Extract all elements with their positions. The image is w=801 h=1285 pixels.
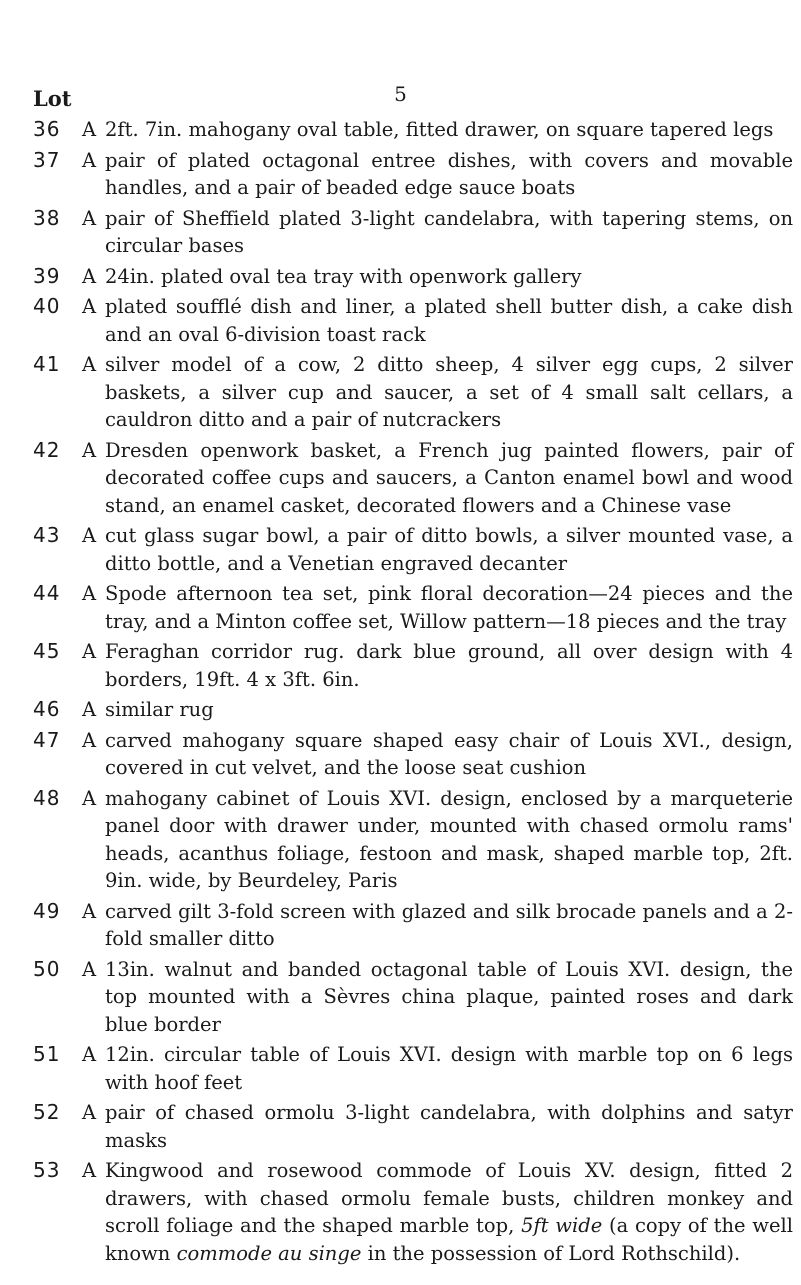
lot-number: 40	[33, 294, 61, 318]
lot-list	[33, 116, 793, 1270]
lot-article: A	[82, 957, 97, 981]
lot-entry	[33, 205, 793, 260]
lot-article: A	[82, 899, 97, 923]
lot-entry	[33, 116, 793, 144]
lot-text: similar rug	[105, 698, 214, 721]
lot-article: A	[82, 1101, 97, 1124]
lot-number: 52	[33, 1100, 61, 1124]
lot-description	[82, 638, 793, 693]
lot-entry	[33, 522, 793, 577]
lot-text: pair of plated octagonal entree dishes, with covers and movable handles, and a pair of beaded edge sauce boats	[105, 148, 793, 199]
lot-text: 13in. walnut and banded octagonal table of Louis XVI. design, the top mounted with a Sèvres china plaque, painted roses and dark blue border	[105, 957, 793, 1036]
lot-text: 24in. plated oval tea tray with openwork gallery	[105, 264, 582, 288]
lot-description	[82, 580, 793, 635]
lot-number: 36	[33, 117, 61, 141]
lot-article: A	[82, 640, 97, 663]
lot-article: A	[82, 524, 97, 547]
lot-article: A	[82, 295, 97, 318]
lot-description	[82, 293, 793, 348]
lot-number: 44	[33, 581, 61, 605]
lot-text-italic: 5ft wide	[521, 1214, 603, 1237]
lot-description	[82, 696, 793, 724]
lot-text: cut glass sugar bowl, a pair of ditto bowls, a silver mounted vase, a ditto bottle, and a Venetian engraved decanter	[105, 524, 793, 575]
lot-text-italic: commode au singe	[176, 1241, 362, 1265]
lot-entry	[33, 437, 793, 520]
lot-text: carved gilt 3-fold screen with glazed and silk brocade panels and a 2-fold smaller ditto	[105, 899, 793, 950]
lot-description	[82, 351, 793, 434]
lot-article: A	[82, 148, 97, 172]
lot-description	[82, 956, 793, 1039]
page-number: 5	[394, 82, 407, 106]
lot-text: (a copy of the well known	[105, 1214, 794, 1265]
lot-article: A	[82, 728, 97, 752]
lot-description	[82, 147, 793, 202]
lot-text: 12in. circular table of Louis XVI. design with marble top on 6 legs with hoof feet	[105, 1043, 793, 1094]
lot-entry	[33, 638, 793, 693]
lot-entry	[33, 785, 793, 895]
lot-description	[82, 1041, 793, 1096]
lot-entry	[33, 580, 793, 635]
lot-article: A	[82, 264, 97, 288]
lot-number: 42	[33, 437, 61, 462]
lot-text: pair of Sheffield plated 3-light candelabra, with tapering stems, on circular bases	[105, 206, 793, 257]
lot-description	[82, 263, 793, 291]
lot-article: A	[82, 1159, 97, 1182]
lot-text: Dresden openwork basket, a French jug painted flowers, pair of decorated coffee cups and saucers, a Canton enamel bowl and wood stand, an enamel casket, decorated flowers and a Chinese vase	[105, 438, 793, 517]
lot-entry	[33, 956, 793, 1039]
lot-description	[82, 1157, 793, 1267]
lot-entry	[33, 293, 793, 348]
lot-number: 51	[33, 1042, 61, 1066]
lot-description	[82, 727, 793, 782]
lot-text: Spode afternoon tea set, pink floral decoration—24 pieces and the tray, and a Minton coffee set, Willow pattern—18 pieces and the tray	[105, 582, 793, 633]
lot-number: 38	[33, 205, 61, 230]
lot-description	[82, 1099, 793, 1154]
lot-entry	[33, 1157, 793, 1267]
lot-article: A	[82, 786, 97, 810]
lot-text: Kingwood and rosewood commode of Louis XV. design, fitted 2 drawers, with chased ormolu female busts, children monkey and scroll foliage and the shaped marble top,	[105, 1159, 793, 1237]
lot-text: 2ft. 7in. mahogany oval table, fitted drawer, on square tapered legs	[105, 118, 774, 141]
lot-entry	[33, 1099, 793, 1154]
lot-text: pair of chased ormolu 3-light candelabra, with dolphins and satyr masks	[105, 1101, 793, 1152]
lot-description	[82, 522, 793, 577]
lot-number: 48	[33, 785, 61, 810]
lot-entry	[33, 898, 793, 953]
lot-description	[82, 437, 793, 520]
lot-text: mahogany cabinet of Louis XVI. design, enclosed by a marqueterie panel door with drawer under, mounted with chased ormolu rams' heads, acanthus foliage, festoon and mask, shaped marble top, 2ft. 9in. wide, by Beurdeley, Paris	[105, 786, 793, 892]
lot-number: 41	[33, 352, 61, 376]
lot-number: 53	[33, 1158, 61, 1182]
lot-number: 46	[33, 697, 61, 721]
lot-article: A	[82, 438, 97, 462]
lot-entry	[33, 727, 793, 782]
lot-text: silver model of a cow, 2 ditto sheep, 4 silver egg cups, 2 silver baskets, a silver cup and saucer, a set of 4 small salt cellars, a cauldron ditto and a pair of nutcrackers	[105, 353, 793, 431]
lot-article: A	[82, 353, 97, 376]
lot-article: A	[82, 698, 97, 721]
lot-article: A	[82, 1043, 97, 1066]
lot-description	[82, 205, 793, 260]
lot-number: 50	[33, 956, 61, 981]
lot-entry	[33, 263, 793, 291]
lot-column-header: Lot	[33, 86, 72, 111]
lot-description	[82, 116, 793, 144]
lot-article: A	[82, 582, 97, 605]
lot-number: 37	[33, 147, 61, 172]
lot-entry	[33, 147, 793, 202]
lot-text: plated soufflé dish and liner, a plated shell butter dish, a cake dish and an oval 6-division toast rack	[105, 295, 793, 346]
lot-entry	[33, 1041, 793, 1096]
lot-article: A	[82, 118, 97, 141]
lot-text: Feraghan corridor rug. dark blue ground, all over design with 4 borders, 19ft. 4 x 3ft. 6in.	[105, 640, 793, 691]
lot-number: 47	[33, 727, 61, 752]
lot-number: 39	[33, 263, 61, 288]
lot-text: carved mahogany square shaped easy chair of Louis XVI., design, covered in cut velvet, and the loose seat cushion	[105, 728, 793, 779]
lot-text: in the possession of Lord Rothschild).	[361, 1241, 741, 1265]
lot-entry	[33, 351, 793, 434]
lot-description	[82, 785, 793, 895]
lot-number: 45	[33, 639, 61, 663]
lot-entry	[33, 696, 793, 724]
lot-description	[82, 898, 793, 953]
lot-number: 43	[33, 523, 61, 547]
lot-number: 49	[33, 898, 61, 923]
lot-article: A	[82, 206, 97, 230]
